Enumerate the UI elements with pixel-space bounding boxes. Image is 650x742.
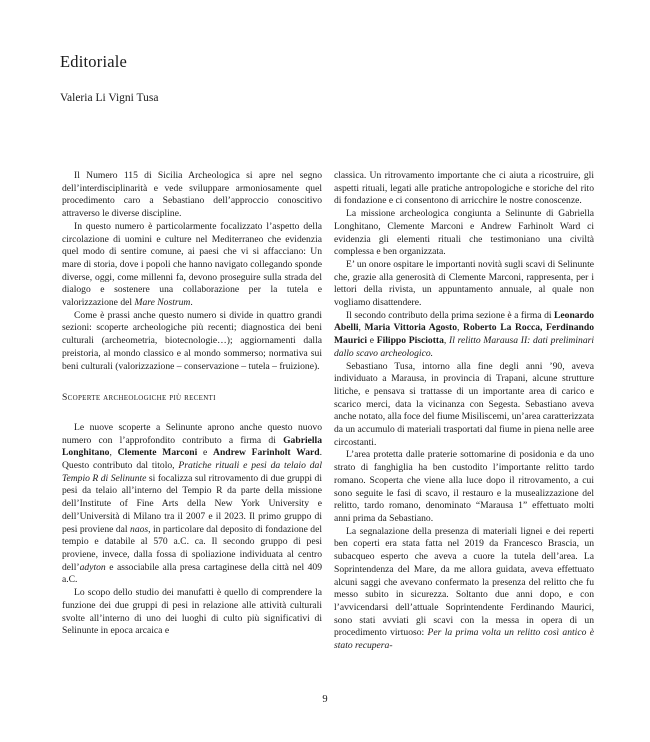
paragraph: Il secondo contributo della prima sezione è a firma di Leonardo Abelli, Maria Vittoria Agosto, Roberto La Rocca, Ferdinando Maurici e Filippo Pisciotta, Il relitto Marausa II: dati preliminari dallo scavo archeologico. [334,309,595,359]
paragraph: Come è prassi anche questo numero si divide in quattro grandi sezioni: scoperte archeologiche più recenti; diagnostica dei beni culturali (archeometria, biotecnologie…); aggiornamenti dalla preistoria, al mondo classico e al mondo sommerso; normativa sui beni culturali (valorizzazione – conservazione – tutela – fruizione). [62,309,322,372]
paragraph: La missione archeologica congiunta a Selinunte di Gabriella Longhitano, Clemente Marconi e Andrew Farhinolt Ward ci evidenzia gli elementi rituali che testimoniano una civiltà complessa e ben organizzata. [334,208,594,258]
paragraph: Il Numero 115 di Sicilia Archeologica si apre nel segno dell’interdisciplinarità e vede sviluppare armoniosamente quel procedimento caro a Sebastiano dell’approccio conoscitivo attraverso le diverse discipline. [62,170,322,220]
page-number: 9 [322,694,328,705]
section-heading: Scoperte archeologiche più recenti [62,392,216,404]
page-title: Editoriale [60,52,128,71]
paragraph: L’area protetta dalle praterie sottomarine di posidonia e da uno strato di fanghiglia ha ben custodito l’importante relitto tardo romano. Scoperta che viene alla luce dopo il ritrovamento, a cui sono seguite le fasi di scavo, il restauro e la musealizzazione del relitto, tardo romano, denominato “Marausa 1” effettuato molti anni prima da Sebastiano. [334,449,594,524]
left-column [62,170,322,638]
paragraph: In questo numero è particolarmente focalizzato l’aspetto della circolazione di uomini e culture nel Mediterraneo che evidenzia quel modo di sentire comune, ai paesi che vi si affacciano: Un mare di storia, dove i popoli che hanno navigato collegando sponde diverse, oggi, come millenni fa, devono proseguire sulla strada del dialogo e sostenere una collaborazione per la tutela e valorizzazione del Mare Nostrum. [62,220,322,309]
right-column [334,170,594,653]
paragraph: Lo scopo dello studio dei manufatti è quello di comprendere la funzione dei due gruppi di pesi in relazione alle attività culturali svolte all’interno di uno dei luoghi di culto più significativi di Selinunte in epoca arcaica e [62,587,322,637]
paragraph: Le nuove scoperte a Selinunte aprono anche questo nuovo numero con l’approfondito contributo a firma di Gabriella Longhitano, Clemente Marconi e Andrew Farinholt Ward. Questo contributo dal titolo, Pratiche rituali e pesi da telaio dal Tempio R di Selinunte si focalizza sul ritrovamento di due gruppi di pesi da telaio all’interno del Tempio R da parte della missione dell’Institute of Fine Arts della New York University e dell’Università di Milano tra il 2007 e il 2023. Il primo gruppo di pesi proviene dal naos, in particolare dal deposito di fondazione del tempio e databile al 570 a.C. ca. Il secondo gruppo di pesi proviene, invece, dalla fossa di spoliazione individuata al centro dell’adyton e associabile alla presa cartaginese della città nel 409 a.C. [62,421,322,586]
paragraph: La segnalazione della presenza di materiali lignei e dei reperti ben coperti era stata fatta nel 2019 da Francesco Brascia, un subacqueo esperto che aveva a cuore la tutela dell’area. La Soprintendenza del Mare, da me allora guidata, aveva effettuato alcuni saggi che avevano confermato la presenza del relitto che fu messo subito in sicurezza. Soltanto due anni dopo, e con l’avvicendarsi dell’attuale Soprintendente Ferdinando Maurici, sono stati avviati gli scavi con la messa in opera di un procedimento virtuoso: Per la prima volta un relitto così antico è stato recupera- [334,525,594,652]
author-name: Valeria Li Vigni Tusa [60,92,159,104]
paragraph: Sebastiano Tusa, intorno alla fine degli anni ’90, aveva individuato a Marausa, in provincia di Trapani, alcune strutture litiche, e pensava si trattasse di un importante area di carico e scarico merci, data la vicinanza con Segesta. Sebastiano aveva anche notato, alla foce del fiume Misiliscemi, un’area caratterizzata da un accumulo di materiali trasportati dal fiume in piena nelle aree circostanti. [334,360,594,448]
paragraph: classica. Un ritrovamento importante che ci aiuta a ricostruire, gli aspetti rituali, legati alle pratiche antropologiche e storiche del rito di fondazione e ci consentono di arricchire le nostre conoscenze. [334,170,594,207]
paragraph: E’ un onore ospitare le importanti novità sugli scavi di Selinunte che, grazie alla generosità di Clemente Marconi, rappresenta, per i lettori della rivista, un appuntamento annuale, al quale non vogliamo disattendere. [334,258,594,309]
